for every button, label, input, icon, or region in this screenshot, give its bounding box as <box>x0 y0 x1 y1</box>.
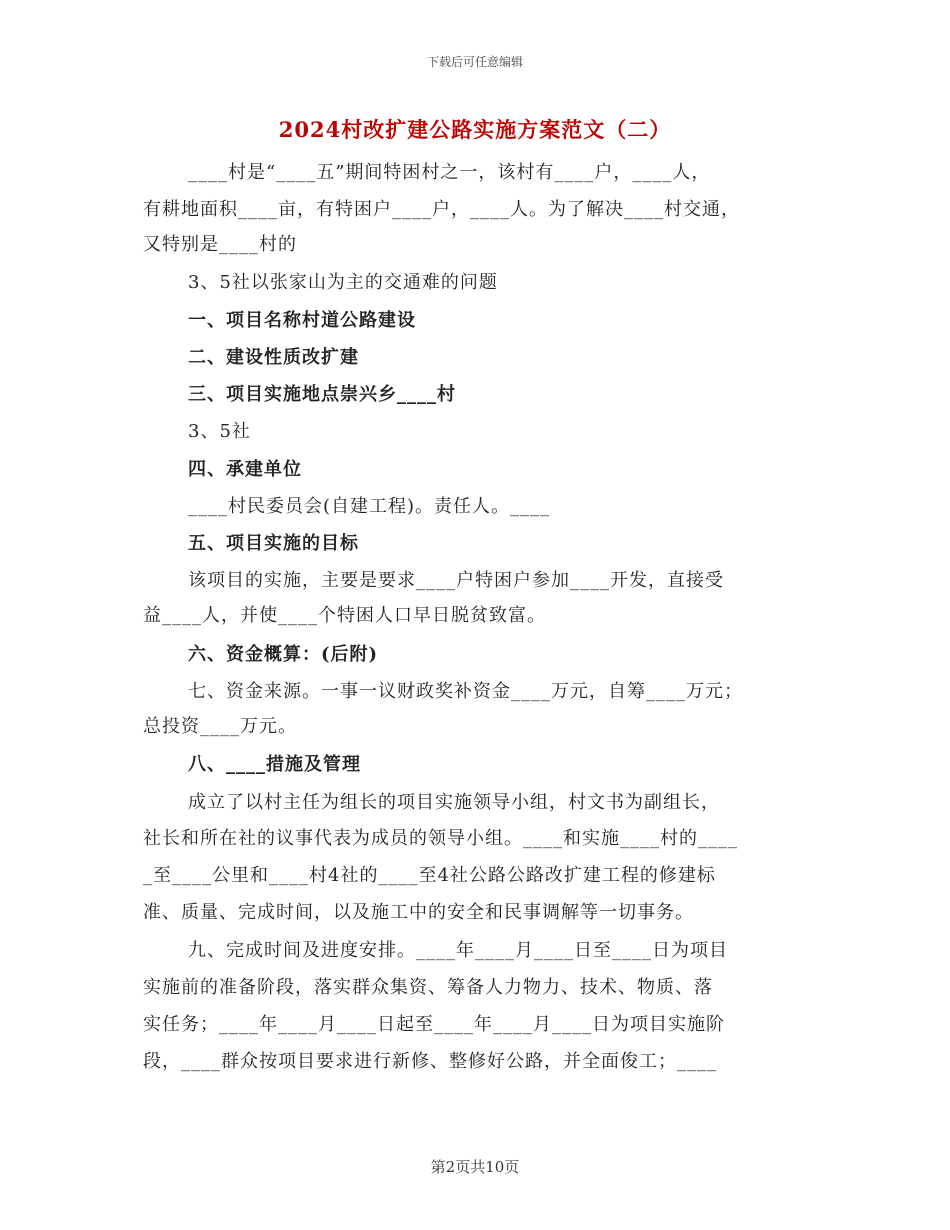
document-title: 2024村改扩建公路实施方案范文（二） <box>278 117 672 142</box>
line-10: ____村民委员会(自建工程)。责任人。____ <box>188 496 551 517</box>
section-heading-6: 六、资金概算：(后附) <box>188 644 379 665</box>
line-19: 社长和所在社的议事代表为成员的领导小组。____和实施____村的____ <box>143 828 738 849</box>
line-13: 益____人，并使____个特困人口早日脱贫致富。 <box>143 605 546 626</box>
line-25: 段，____群众按项目要求进行新修、整修好公路，并全面俊工；____ <box>143 1051 717 1072</box>
section-heading-3: 三、项目实施地点崇兴乡____村 <box>188 384 456 405</box>
line-8: 3、5社 <box>188 421 251 442</box>
line-3: 又特别是____村的 <box>143 234 297 255</box>
section-heading-5: 五、项目实施的目标 <box>188 533 359 554</box>
line-4: 3、5社以张家山为主的交通难的问题 <box>188 272 498 293</box>
line-23: 实施前的准备阶段，落实群众集资、筹备人力物力、技术、物质、落 <box>143 977 713 998</box>
line-18: 成立了以村主任为组长的项目实施领导小组，村文书为副组长， <box>188 792 720 813</box>
line-12: 该项目的实施，主要是要求____户特困户参加____开发，直接受 <box>188 570 724 591</box>
section-heading-8: 八、____措施及管理 <box>188 754 361 775</box>
line-15: 七、资金来源。一事一议财政奖补资金____万元，自筹____万元； <box>188 681 743 702</box>
line-24: 实任务；____年____月____日起至____年____月____日为项目实施阶 <box>143 1014 725 1035</box>
page-footer: 第2页共10页 <box>430 1158 520 1176</box>
line-1: ____村是“____五”期间特困村之一，该村有____户，____人， <box>188 162 711 183</box>
section-heading-1: 一、项目名称村道公路建设 <box>188 310 416 331</box>
line-22: 九、完成时间及进度安排。____年____月____日至____日为项目 <box>188 940 728 961</box>
section-heading-2: 二、建设性质改扩建 <box>188 347 359 368</box>
line-2: 有耕地面积____亩，有特困户____户，____人。为了解决____村交通， <box>143 199 740 220</box>
header-note: 下载后可任意编辑 <box>426 55 523 69</box>
line-21: 准、质量、完成时间，以及施工中的安全和民事调解等一切事务。 <box>143 902 694 923</box>
section-heading-4: 四、承建单位 <box>188 459 302 480</box>
line-20: _至____公里和____村4社的____至4社公路公路改扩建工程的修建标 <box>143 865 716 886</box>
line-16: 总投资____万元。 <box>143 716 297 737</box>
